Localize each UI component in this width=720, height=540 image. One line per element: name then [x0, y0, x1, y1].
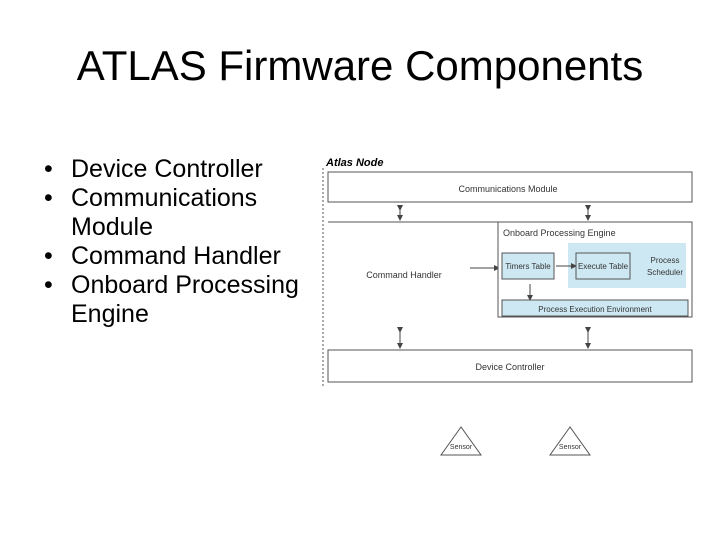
bullet-dot: • [44, 184, 53, 212]
communications-module-label: Communications Module [458, 184, 558, 194]
timers-table-label: Timers Table [505, 262, 551, 271]
bullet-text: Communications Module [71, 184, 258, 241]
execution-environment-label: Process Execution Environment [538, 305, 652, 314]
sensor-1-label: Sensor [449, 444, 473, 451]
bullet-text: Onboard Processing Engine [71, 271, 299, 328]
processing-engine-label: Onboard Processing Engine [503, 228, 616, 238]
bullet-text: Command Handler [71, 242, 281, 270]
bullet-dot: • [44, 155, 53, 183]
command-handler-label: Command Handler [366, 270, 442, 280]
execute-table-label: Execute Table [577, 262, 629, 271]
slide-title: ATLAS Firmware Components [76, 42, 644, 89]
process-scheduler-label: Process [650, 256, 680, 265]
bullet-dot: • [44, 242, 53, 270]
process-scheduler-label: Scheduler [646, 268, 684, 277]
bullet-dot: • [44, 271, 53, 299]
node-label: Atlas Node [326, 157, 384, 169]
device-controller-label: Device Controller [475, 362, 545, 372]
sensor-2-label: Sensor [558, 444, 582, 451]
bullet-text: Device Controller [71, 155, 263, 183]
